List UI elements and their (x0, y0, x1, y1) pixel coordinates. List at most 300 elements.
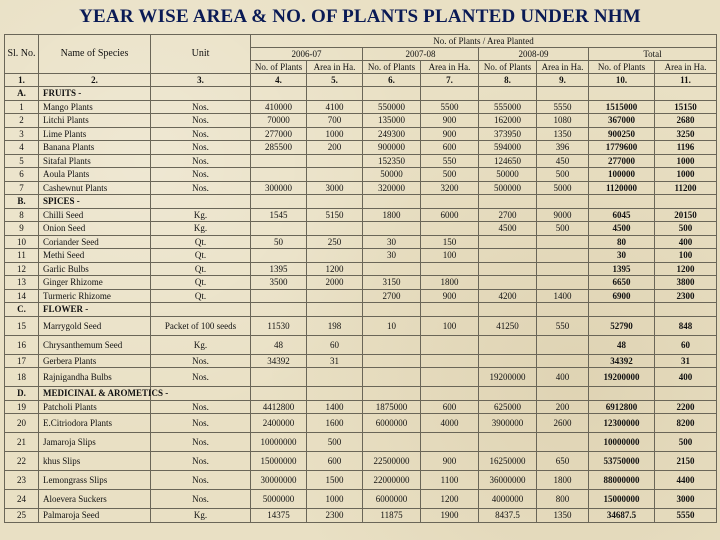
area-2008-09-cell: 450 (537, 154, 589, 168)
plants-2008-09-cell: 2700 (479, 208, 537, 222)
table-row (5, 154, 717, 168)
area-2008-09-cell (537, 354, 589, 368)
unit-cell: Nos. (151, 433, 251, 452)
plants-total-cell: 1779600 (589, 141, 655, 155)
area-2007-08-cell (421, 354, 479, 368)
plants-2007-08-cell (363, 368, 421, 387)
species-name-cell: Palmaroja Seed (39, 509, 151, 523)
section-title: SPICES - (39, 195, 151, 209)
area-total-cell: 2150 (655, 452, 717, 471)
header-area-in-ha: Area in Ha. (421, 61, 479, 74)
area-2008-09-cell: 500 (537, 222, 589, 236)
area-total-cell: 1200 (655, 262, 717, 276)
area-2006-07-cell: 3000 (307, 181, 363, 195)
area-2006-07-cell (307, 249, 363, 263)
column-number: 4. (251, 74, 307, 87)
plants-2007-08-cell: 10 (363, 316, 421, 335)
plants-2007-08-cell: 135000 (363, 114, 421, 128)
empty-cell (251, 303, 307, 317)
area-2006-07-cell: 500 (307, 433, 363, 452)
species-table (4, 34, 717, 523)
plants-2006-07-cell (251, 222, 307, 236)
unit-cell: Nos. (151, 490, 251, 509)
area-total-cell: 3250 (655, 127, 717, 141)
area-2008-09-cell: 396 (537, 141, 589, 155)
plants-total-cell: 6045 (589, 208, 655, 222)
section-title: FRUITS - (39, 87, 151, 101)
area-total-cell: 3800 (655, 276, 717, 290)
plants-2008-09-cell: 555000 (479, 100, 537, 114)
plants-2006-07-cell: 15000000 (251, 452, 307, 471)
plants-2007-08-cell: 22500000 (363, 452, 421, 471)
header-total: Total (589, 48, 717, 61)
header-area-in-ha: Area in Ha. (537, 61, 589, 74)
area-total-cell: 100 (655, 249, 717, 263)
plants-2006-07-cell: 10000000 (251, 433, 307, 452)
sl-no-cell: 21 (5, 433, 39, 452)
species-name-cell: Methi Seed (39, 249, 151, 263)
unit-cell: Qt. (151, 262, 251, 276)
empty-cell (251, 387, 307, 401)
area-2006-07-cell: 4100 (307, 100, 363, 114)
header-sl-no: Sl. No. (5, 35, 39, 74)
unit-cell: Nos. (151, 181, 251, 195)
plants-2007-08-cell: 900000 (363, 141, 421, 155)
plants-2008-09-cell: 3900000 (479, 414, 537, 433)
plants-2008-09-cell (479, 249, 537, 263)
area-2007-08-cell: 900 (421, 452, 479, 471)
plants-2008-09-cell (479, 354, 537, 368)
empty-cell (363, 195, 421, 209)
column-number: 6. (363, 74, 421, 87)
empty-cell (479, 195, 537, 209)
plants-2007-08-cell: 152350 (363, 154, 421, 168)
section-sl-no: C. (5, 303, 39, 317)
unit-cell: Kg. (151, 222, 251, 236)
species-name-cell: Turmeric Rhizome (39, 289, 151, 303)
plants-2008-09-cell: 8437.5 (479, 509, 537, 523)
section-sl-no: D. (5, 387, 39, 401)
sl-no-cell: 25 (5, 509, 39, 523)
plants-2006-07-cell: 48 (251, 335, 307, 354)
plants-2008-09-cell: 50000 (479, 168, 537, 182)
header-year-2008-09: 2008-09 (479, 48, 589, 61)
area-2008-09-cell (537, 276, 589, 290)
area-2006-07-cell: 5150 (307, 208, 363, 222)
sl-no-cell: 7 (5, 181, 39, 195)
table-row (5, 433, 717, 452)
area-2008-09-cell: 200 (537, 400, 589, 414)
plants-2006-07-cell: 30000000 (251, 471, 307, 490)
plants-2006-07-cell: 11530 (251, 316, 307, 335)
area-2007-08-cell: 600 (421, 141, 479, 155)
plants-2007-08-cell: 249300 (363, 127, 421, 141)
area-2006-07-cell: 2300 (307, 509, 363, 523)
plants-2006-07-cell (251, 249, 307, 263)
plants-2008-09-cell: 36000000 (479, 471, 537, 490)
plants-2007-08-cell: 550000 (363, 100, 421, 114)
area-total-cell: 11200 (655, 181, 717, 195)
plants-total-cell: 30 (589, 249, 655, 263)
unit-cell: Nos. (151, 400, 251, 414)
area-2006-07-cell: 1200 (307, 262, 363, 276)
header-no-of-plants: No. of Plants (363, 61, 421, 74)
species-name-cell: E.Citriodora Plants (39, 414, 151, 433)
plants-total-cell: 100000 (589, 168, 655, 182)
species-name-cell: Chilli Seed (39, 208, 151, 222)
plants-2006-07-cell: 34392 (251, 354, 307, 368)
empty-cell (421, 195, 479, 209)
column-number: 10. (589, 74, 655, 87)
plants-2008-09-cell: 4200 (479, 289, 537, 303)
plants-total-cell: 367000 (589, 114, 655, 128)
plants-2006-07-cell: 277000 (251, 127, 307, 141)
sl-no-cell: 4 (5, 141, 39, 155)
empty-cell (537, 195, 589, 209)
area-2007-08-cell: 600 (421, 400, 479, 414)
species-name-cell: Mango Plants (39, 100, 151, 114)
plants-2008-09-cell: 4000000 (479, 490, 537, 509)
plants-total-cell: 6912800 (589, 400, 655, 414)
sl-no-cell: 12 (5, 262, 39, 276)
plants-2006-07-cell (251, 168, 307, 182)
area-2006-07-cell: 600 (307, 452, 363, 471)
table-row (5, 289, 717, 303)
area-total-cell: 400 (655, 235, 717, 249)
unit-cell: Nos. (151, 452, 251, 471)
unit-cell: Nos. (151, 354, 251, 368)
sl-no-cell: 19 (5, 400, 39, 414)
sl-no-cell: 9 (5, 222, 39, 236)
plants-2006-07-cell: 1545 (251, 208, 307, 222)
column-number: 3. (151, 74, 251, 87)
species-name-cell: Sitafal Plants (39, 154, 151, 168)
unit-cell: Nos. (151, 154, 251, 168)
area-2008-09-cell (537, 235, 589, 249)
column-number: 8. (479, 74, 537, 87)
plants-2008-09-cell: 41250 (479, 316, 537, 335)
area-total-cell: 1196 (655, 141, 717, 155)
plants-total-cell: 19200000 (589, 368, 655, 387)
plants-2008-09-cell: 16250000 (479, 452, 537, 471)
area-2008-09-cell (537, 335, 589, 354)
table-row (5, 249, 717, 263)
unit-cell: Kg. (151, 208, 251, 222)
area-2008-09-cell: 800 (537, 490, 589, 509)
area-2006-07-cell (307, 154, 363, 168)
table-row (5, 335, 717, 354)
area-2008-09-cell: 650 (537, 452, 589, 471)
unit-cell: Nos. (151, 168, 251, 182)
header-group: No. of Plants / Area Planted (251, 35, 717, 48)
area-2006-07-cell: 31 (307, 354, 363, 368)
sl-no-cell: 11 (5, 249, 39, 263)
empty-cell (589, 87, 655, 101)
species-name-cell: Aoula Plants (39, 168, 151, 182)
table-row (5, 452, 717, 471)
area-2008-09-cell: 550 (537, 316, 589, 335)
sl-no-cell: 8 (5, 208, 39, 222)
plants-total-cell: 53750000 (589, 452, 655, 471)
sl-no-cell: 3 (5, 127, 39, 141)
plants-2008-09-cell (479, 433, 537, 452)
sl-no-cell: 13 (5, 276, 39, 290)
area-2008-09-cell (537, 262, 589, 276)
area-2006-07-cell: 700 (307, 114, 363, 128)
plants-2006-07-cell (251, 368, 307, 387)
area-total-cell: 60 (655, 335, 717, 354)
plants-2006-07-cell: 5000000 (251, 490, 307, 509)
plants-2008-09-cell: 162000 (479, 114, 537, 128)
area-2007-08-cell: 3200 (421, 181, 479, 195)
header-area-in-ha: Area in Ha. (655, 61, 717, 74)
area-2007-08-cell (421, 368, 479, 387)
plants-2008-09-cell (479, 262, 537, 276)
area-total-cell: 31 (655, 354, 717, 368)
plants-2008-09-cell (479, 335, 537, 354)
area-2007-08-cell: 1900 (421, 509, 479, 523)
plants-2006-07-cell: 50 (251, 235, 307, 249)
empty-cell (589, 387, 655, 401)
plants-total-cell: 88000000 (589, 471, 655, 490)
area-2006-07-cell: 1500 (307, 471, 363, 490)
plants-2007-08-cell: 6000000 (363, 414, 421, 433)
area-total-cell: 5550 (655, 509, 717, 523)
plants-total-cell: 6650 (589, 276, 655, 290)
empty-cell (307, 195, 363, 209)
empty-cell (537, 87, 589, 101)
species-name-cell: Rajnigandha Bulbs (39, 368, 151, 387)
species-name-cell: Patcholi Plants (39, 400, 151, 414)
area-2007-08-cell: 6000 (421, 208, 479, 222)
plants-2006-07-cell: 2400000 (251, 414, 307, 433)
species-name-cell: Garlic Bulbs (39, 262, 151, 276)
area-2007-08-cell: 1800 (421, 276, 479, 290)
empty-cell (307, 387, 363, 401)
area-2006-07-cell: 250 (307, 235, 363, 249)
plants-2007-08-cell: 2700 (363, 289, 421, 303)
plants-2008-09-cell: 373950 (479, 127, 537, 141)
species-name-cell: Chrysanthemum Seed (39, 335, 151, 354)
area-2006-07-cell: 2000 (307, 276, 363, 290)
area-2007-08-cell (421, 335, 479, 354)
column-number: 2. (39, 74, 151, 87)
plants-total-cell: 52790 (589, 316, 655, 335)
plants-2008-09-cell: 124650 (479, 154, 537, 168)
plants-total-cell: 1120000 (589, 181, 655, 195)
plants-2007-08-cell (363, 262, 421, 276)
empty-cell (479, 387, 537, 401)
table-row (5, 235, 717, 249)
area-2008-09-cell: 1350 (537, 509, 589, 523)
species-name-cell: Gerbera Plants (39, 354, 151, 368)
empty-cell (421, 87, 479, 101)
plants-total-cell: 900250 (589, 127, 655, 141)
plants-2007-08-cell: 11875 (363, 509, 421, 523)
empty-cell (421, 303, 479, 317)
column-number: 5. (307, 74, 363, 87)
area-2008-09-cell (537, 249, 589, 263)
area-2008-09-cell: 400 (537, 368, 589, 387)
plants-2007-08-cell (363, 433, 421, 452)
area-2008-09-cell: 1800 (537, 471, 589, 490)
species-name-cell: Onion Seed (39, 222, 151, 236)
unit-cell: Nos. (151, 127, 251, 141)
sl-no-cell: 14 (5, 289, 39, 303)
area-2008-09-cell: 2600 (537, 414, 589, 433)
page-title: YEAR WISE AREA & NO. OF PLANTS PLANTED UNDER NHM (79, 6, 641, 27)
unit-cell: Qt. (151, 249, 251, 263)
unit-cell: Kg. (151, 335, 251, 354)
plants-total-cell: 10000000 (589, 433, 655, 452)
table-row (5, 471, 717, 490)
table-row (5, 181, 717, 195)
plants-total-cell: 4500 (589, 222, 655, 236)
sl-no-cell: 16 (5, 335, 39, 354)
empty-cell (363, 87, 421, 101)
area-total-cell: 848 (655, 316, 717, 335)
unit-cell: Qt. (151, 289, 251, 303)
sl-no-cell: 18 (5, 368, 39, 387)
table-row (5, 316, 717, 335)
area-total-cell: 500 (655, 222, 717, 236)
area-2007-08-cell: 500 (421, 168, 479, 182)
empty-cell (421, 387, 479, 401)
plants-2007-08-cell (363, 354, 421, 368)
empty-cell (655, 303, 717, 317)
plants-2007-08-cell: 30 (363, 249, 421, 263)
area-total-cell: 1000 (655, 168, 717, 182)
empty-cell (589, 303, 655, 317)
sl-no-cell: 2 (5, 114, 39, 128)
plants-2007-08-cell: 1800 (363, 208, 421, 222)
empty-cell (479, 87, 537, 101)
sl-no-cell: 24 (5, 490, 39, 509)
area-2007-08-cell: 900 (421, 127, 479, 141)
table-row (5, 222, 717, 236)
area-2006-07-cell (307, 368, 363, 387)
plants-2008-09-cell: 4500 (479, 222, 537, 236)
area-total-cell: 2680 (655, 114, 717, 128)
area-2006-07-cell: 198 (307, 316, 363, 335)
sl-no-cell: 6 (5, 168, 39, 182)
unit-cell: Packet of 100 seeds (151, 316, 251, 335)
plants-2006-07-cell: 70000 (251, 114, 307, 128)
header-no-of-plants: No. of Plants (251, 61, 307, 74)
plants-2007-08-cell (363, 335, 421, 354)
plants-2006-07-cell: 300000 (251, 181, 307, 195)
species-name-cell: Ginger Rhizome (39, 276, 151, 290)
area-2008-09-cell: 9000 (537, 208, 589, 222)
header-year-2006-07: 2006-07 (251, 48, 363, 61)
area-2007-08-cell: 1200 (421, 490, 479, 509)
table-row (5, 400, 717, 414)
area-2008-09-cell (537, 433, 589, 452)
area-2006-07-cell (307, 168, 363, 182)
area-total-cell: 400 (655, 368, 717, 387)
area-total-cell: 500 (655, 433, 717, 452)
empty-cell (655, 87, 717, 101)
plants-2007-08-cell: 320000 (363, 181, 421, 195)
table-row (5, 276, 717, 290)
unit-cell: Nos. (151, 114, 251, 128)
unit-cell: Qt. (151, 235, 251, 249)
empty-cell (655, 195, 717, 209)
column-number: 11. (655, 74, 717, 87)
sl-no-cell: 17 (5, 354, 39, 368)
table-row (5, 100, 717, 114)
plants-total-cell: 1395 (589, 262, 655, 276)
area-2007-08-cell: 5500 (421, 100, 479, 114)
sl-no-cell: 1 (5, 100, 39, 114)
plants-total-cell: 34687.5 (589, 509, 655, 523)
sl-no-cell: 22 (5, 452, 39, 471)
plants-2006-07-cell: 285500 (251, 141, 307, 155)
plants-total-cell: 277000 (589, 154, 655, 168)
empty-cell (363, 303, 421, 317)
empty-cell (251, 195, 307, 209)
area-2007-08-cell: 100 (421, 316, 479, 335)
area-2008-09-cell: 5000 (537, 181, 589, 195)
area-total-cell: 20150 (655, 208, 717, 222)
plants-2008-09-cell: 625000 (479, 400, 537, 414)
table-row (5, 509, 717, 523)
plants-2007-08-cell (363, 222, 421, 236)
area-2007-08-cell: 900 (421, 114, 479, 128)
empty-cell (151, 87, 251, 101)
area-total-cell: 8200 (655, 414, 717, 433)
plants-2007-08-cell: 30 (363, 235, 421, 249)
area-2007-08-cell: 100 (421, 249, 479, 263)
plants-2006-07-cell: 1395 (251, 262, 307, 276)
unit-cell: Nos. (151, 414, 251, 433)
empty-cell (479, 303, 537, 317)
area-2006-07-cell: 200 (307, 141, 363, 155)
plants-2006-07-cell (251, 289, 307, 303)
area-total-cell: 2200 (655, 400, 717, 414)
plants-total-cell: 15000000 (589, 490, 655, 509)
area-2008-09-cell: 1350 (537, 127, 589, 141)
table-row (5, 208, 717, 222)
area-total-cell: 1000 (655, 154, 717, 168)
plants-total-cell: 6900 (589, 289, 655, 303)
area-2008-09-cell: 1080 (537, 114, 589, 128)
section-row (5, 87, 717, 101)
area-2006-07-cell: 1000 (307, 127, 363, 141)
plants-2008-09-cell: 500000 (479, 181, 537, 195)
area-total-cell: 3000 (655, 490, 717, 509)
area-2008-09-cell: 1400 (537, 289, 589, 303)
area-2007-08-cell: 550 (421, 154, 479, 168)
species-name-cell: khus Slips (39, 452, 151, 471)
species-name-cell: Banana Plants (39, 141, 151, 155)
section-sl-no: A. (5, 87, 39, 101)
species-name-cell: Litchi Plants (39, 114, 151, 128)
area-2007-08-cell (421, 433, 479, 452)
table-row (5, 262, 717, 276)
species-name-cell: Lime Plants (39, 127, 151, 141)
plants-2006-07-cell: 4412800 (251, 400, 307, 414)
species-name-cell: Jamaroja Slips (39, 433, 151, 452)
sl-no-cell: 10 (5, 235, 39, 249)
section-title: FLOWER - (39, 303, 151, 317)
header-name-of-species: Name of Species (39, 35, 151, 74)
empty-cell (251, 87, 307, 101)
area-2006-07-cell: 1600 (307, 414, 363, 433)
header-no-of-plants: No. of Plants (589, 61, 655, 74)
empty-cell (589, 195, 655, 209)
plants-2008-09-cell (479, 276, 537, 290)
